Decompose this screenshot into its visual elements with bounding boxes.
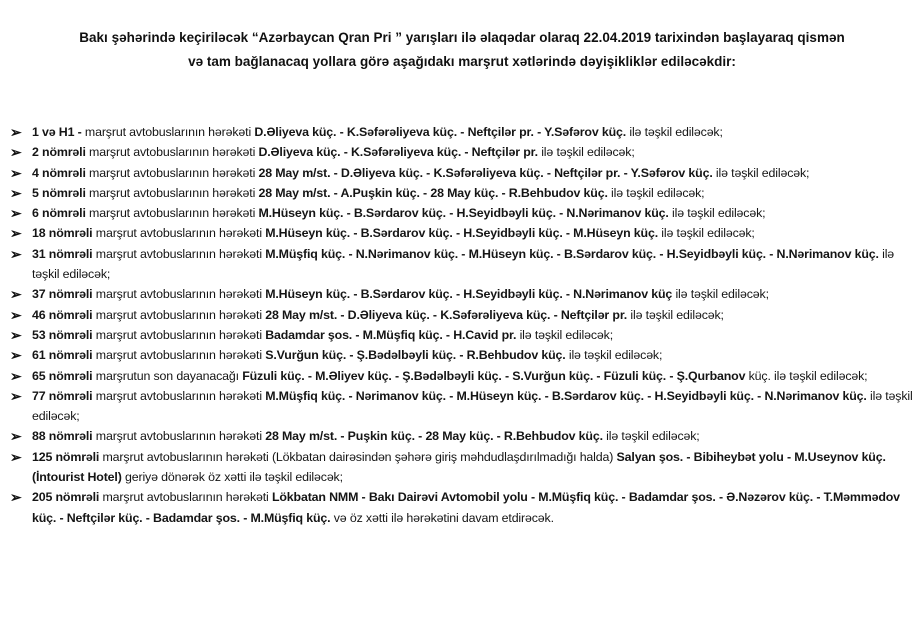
route-list-item — [10, 345, 914, 365]
route-list-item — [10, 305, 914, 325]
route-description-text: ilə təşkil ediləcək; — [626, 125, 723, 139]
route-description-text: marşrutun son dayanacağı — [95, 368, 243, 383]
arrow-right-bullet-icon: ➢ — [10, 387, 22, 404]
arrow-right-bullet-icon: ➢ — [10, 164, 22, 181]
route-description-text: ilə təşkil ediləcək; — [537, 145, 635, 160]
route-description-text: marşrut avtobuslarının hərəkəti — [95, 348, 266, 363]
route-list-item — [10, 203, 914, 223]
route-description-text: küç. ilə təşkil ediləcək; — [745, 368, 868, 383]
route-list-item — [10, 325, 914, 345]
arrow-right-bullet-icon: ➢ — [10, 489, 22, 506]
route-street-text: 65 nömrəli — [32, 368, 96, 383]
route-street-text: Lökbatan NMM - Bakı Dairəvi Avtomobil yolu - M.Müşfiq küç. - Badamdar şos. - Ə.Nəzərov küç. - T.Məmmədov küç. - Neftçilər küç. - Badamdar şos. - M.Müşfiq küç. — [32, 490, 900, 525]
route-street-text: 88 nömrəli — [32, 429, 96, 444]
route-description-text: və öz xətti ilə hərəkətini davam etdirəcək. — [330, 510, 554, 525]
route-list-item — [10, 244, 914, 285]
route-description-text: marşrut avtobuslarının hərəkəti — [89, 185, 259, 200]
arrow-right-bullet-icon: ➢ — [10, 144, 22, 161]
route-description-text: marşrut avtobuslarının hərəkəti — [95, 307, 266, 322]
route-description-text: marşrut avtobuslarının hərəkəti — [95, 327, 266, 342]
arrow-right-bullet-icon: ➢ — [10, 184, 22, 201]
route-list-item — [10, 122, 914, 142]
arrow-right-bullet-icon: ➢ — [10, 225, 22, 242]
route-street-text: 28 May m/st. - D.Əliyeva küç. - K.Səfərəliyeva küç. - Neftçilər pr. — [265, 307, 628, 322]
route-street-text: Badamdar şos. - M.Müşfiq küç. - H.Cavid pr. — [265, 327, 517, 342]
route-street-text: 28 May m/st. - Puşkin küç. - 28 May küç. - R.Behbudov küç. — [265, 429, 603, 444]
route-street-text: 46 nömrəli — [32, 307, 96, 322]
route-list-item — [10, 163, 914, 183]
route-street-text: D.Əliyeva küç. - K.Səfərəliyeva küç. - Neftçilər pr. — [258, 145, 538, 160]
route-description-text: ilə təşkil ediləcək; — [607, 185, 705, 200]
route-description-text: marşrut avtobuslarının hərəkəti (Lökbatan dairəsindən şəhərə giriş məhdudlaşdırılmadığı halda) — [102, 449, 617, 464]
route-street-text: 6 nömrəli — [32, 206, 90, 221]
arrow-right-bullet-icon: ➢ — [10, 326, 22, 343]
arrow-right-bullet-icon: ➢ — [10, 124, 22, 140]
route-description-text: ilə təşkil ediləcək; — [516, 327, 613, 342]
route-street-text: 28 May m/st. - A.Puşkin küç. - 28 May küç. - R.Behbudov küç. — [258, 185, 608, 200]
route-description-text: marşrut avtobuslarının hərəkəti — [95, 287, 266, 302]
route-description-text: marşrut avtobuslarının hərəkəti — [84, 125, 255, 139]
route-list-item — [10, 386, 914, 427]
route-description-text: ilə təşkil ediləcək; — [672, 287, 769, 302]
arrow-right-bullet-icon: ➢ — [10, 428, 22, 445]
route-description-text: marşrut avtobuslarının hərəkəti — [89, 145, 259, 160]
route-street-text: 77 nömrəli — [32, 388, 96, 403]
route-list-item — [10, 447, 914, 488]
route-description-text: ilə təşkil ediləcək; — [602, 429, 700, 444]
route-description-text: marşrut avtobuslarının hərəkəti — [95, 246, 266, 261]
arrow-right-bullet-icon: ➢ — [10, 245, 22, 262]
route-street-text: 2 nömrəli — [32, 145, 90, 160]
route-street-text: 37 nömrəli — [32, 287, 96, 302]
route-street-text: M.Hüseyn küç. - B.Sərdarov küç. - H.Seyidbəyli küç. - N.Nərimanov küç. — [258, 206, 669, 221]
route-list-item — [10, 284, 914, 304]
route-street-text: 31 nömrəli — [32, 246, 96, 261]
route-list-item — [10, 487, 914, 528]
route-description-text: marşrut avtobuslarının hərəkəti — [89, 165, 259, 180]
route-street-text: 4 nömrəli — [32, 165, 90, 180]
route-street-text: Füzuli küç. - M.Əliyev küç. - Ş.Bədəlbəyli küç. - S.Vurğun küç. - Füzuli küç. - Ş.Qurbanov — [242, 368, 746, 383]
arrow-right-bullet-icon: ➢ — [10, 286, 22, 303]
route-description-text: marşrut avtobuslarının hərəkəti — [102, 490, 272, 505]
route-list-item — [10, 142, 914, 162]
route-street-text: M.Müşfiq küç. - N.Nərimanov küç. - M.Hüseyn küç. - B.Sərdarov küç. - H.Seyidbəyli küç. - N.Nərimanov küç. — [265, 246, 879, 261]
route-street-text: 205 nömrəli — [32, 490, 103, 505]
route-list-item — [10, 426, 914, 446]
route-street-text: 125 nömrəli — [32, 449, 103, 464]
route-street-text: 53 nömrəli — [32, 327, 96, 342]
route-list-item — [10, 223, 914, 243]
route-description-text: ilə təşkil ediləcək; — [627, 307, 724, 322]
route-description-text: ilə təşkil ediləcək; — [565, 348, 663, 363]
route-street-text: 5 nömrəli — [32, 185, 90, 200]
header-line-2: və tam bağlanacaq yollara görə aşağıdakı marşrut xətlərində dəyişikliklər ediləcəkdir: — [188, 54, 736, 69]
route-description-text: geriyə dönərək öz xətti ilə təşkil ediləcək; — [121, 470, 343, 485]
arrow-right-bullet-icon: ➢ — [10, 448, 22, 465]
route-change-list — [10, 122, 914, 528]
route-street-text: M.Hüseyn küç. - B.Sərdarov küç. - H.Seyidbəyli küç. - N.Nərimanov küç — [265, 287, 673, 302]
route-description-text: marşrut avtobuslarının hərəkəti — [89, 206, 259, 221]
route-description-text: marşrut avtobuslarının hərəkəti — [95, 226, 266, 241]
route-street-text: M.Hüseyn küç. - B.Sərdarov küç. - H.Seyidbəyli küç. - M.Hüseyn küç. — [265, 226, 658, 241]
route-description-text: marşrut avtobuslarının hərəkəti — [95, 429, 266, 444]
route-street-text: 61 nömrəli — [32, 348, 96, 363]
route-description-text: ilə təşkil ediləcək; — [712, 165, 810, 180]
header-line-1: Bakı şəhərində keçiriləcək “Azərbaycan Qran Pri ” yarışları ilə əlaqədar olaraq 22.04.2019 tarixindən başlayaraq qismən — [79, 30, 845, 45]
route-street-text: D.Əliyeva küç. - K.Səfərəliyeva küç. - Neftçilər pr. - Y.Səfərov küç. — [254, 125, 627, 139]
arrow-right-bullet-icon: ➢ — [10, 367, 22, 384]
route-list-item — [10, 183, 914, 203]
route-street-text: S.Vurğun küç. - Ş.Bədəlbəyli küç. - R.Behbudov küç. — [265, 348, 566, 363]
route-description-text: ilə təşkil ediləcək; — [658, 226, 755, 241]
route-description-text: ilə təşkil ediləcək; — [668, 206, 766, 221]
arrow-right-bullet-icon: ➢ — [10, 347, 22, 364]
route-street-text: 18 nömrəli — [32, 226, 96, 241]
route-description-text: ilə təşkil ediləcək; — [32, 388, 913, 424]
route-street-text: Salyan şos. - Bibiheybət yolu - M.Useynov küç. (İntourist Hotel) — [32, 449, 886, 485]
arrow-right-bullet-icon: ➢ — [10, 205, 22, 222]
route-street-text: M.Müşfiq küç. - Nərimanov küç. - M.Hüseyn küç. - B.Sərdarov küç. - H.Seyidbəyli küç. - N.Nərimanov küç. — [265, 388, 867, 403]
announcement-header — [0, 26, 924, 74]
route-street-text: 1 və H1 - — [32, 125, 85, 139]
arrow-right-bullet-icon: ➢ — [10, 306, 22, 323]
route-street-text: 28 May m/st. - D.Əliyeva küç. - K.Səfərəliyeva küç. - Neftçilər pr. - Y.Səfərov küç. — [258, 165, 713, 180]
route-description-text: ilə təşkil ediləcək; — [32, 246, 895, 282]
route-description-text: marşrut avtobuslarının hərəkəti — [95, 388, 266, 403]
route-list-item — [10, 366, 914, 386]
